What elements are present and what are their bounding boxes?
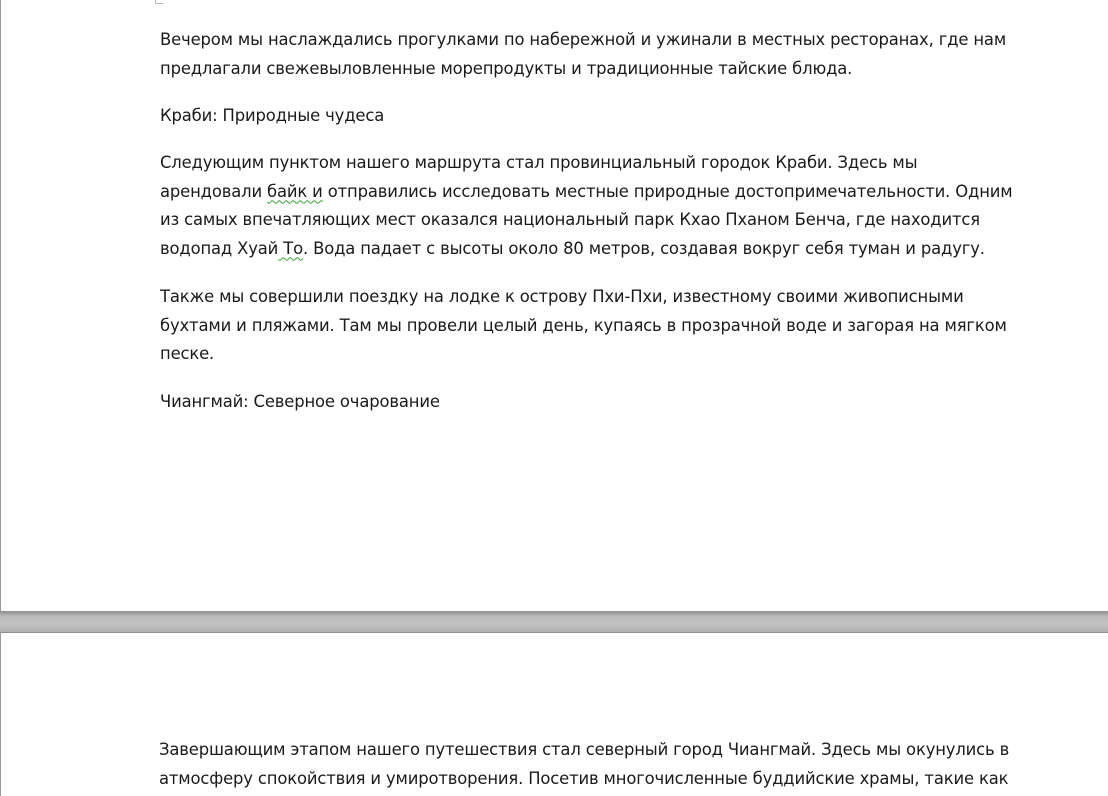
text-line: предлагали свежевыловленные морепродукты и традиционные тайские блюда. (160, 58, 853, 78)
text-run: арендовали (160, 181, 268, 201)
text-run: отправились исследовать местные природные достопримечательности. Одним (322, 181, 1013, 201)
text-line (160, 178, 1040, 207)
page-margin-corner-mark (155, 0, 163, 4)
paragraph-krabi-nature[interactable] (160, 149, 1040, 263)
page-break-gap (0, 611, 1108, 632)
text-line: песке. (160, 344, 215, 363)
text-line: Чиангмай: Северное очарование (160, 392, 440, 411)
text-run: . Вода падает с высоты около 80 метров, создавая вокруг себя туман и радугу. (303, 238, 985, 258)
heading-krabi[interactable] (160, 102, 1040, 131)
text-line: атмосферу спокойствия и умиротворения. Посетив многочисленные буддийские храмы, такие как (159, 768, 1009, 788)
paragraph-evening-walks[interactable] (160, 26, 1040, 83)
text-run: водопад Хуай (160, 238, 279, 258)
paragraph-phi-phi[interactable] (160, 283, 1040, 369)
text-line: Также мы совершили поездку на лодке к острову Пхи-Пхи, известному своими живописными (160, 287, 964, 306)
text-line: Завершающим этапом нашего путешествия стал северный город Чиангмай. Здесь мы окунулись в (159, 740, 1010, 759)
grammar-flagged-text[interactable]: байк и (267, 181, 323, 201)
text-line: Следующим пунктом нашего маршрута стал провинциальный городок Краби. Здесь мы (160, 153, 918, 172)
text-line: Вечером мы наслаждались прогулками по набережной и ужинали в местных ресторанах, где нам (160, 30, 1007, 49)
grammar-flagged-text[interactable]: То (278, 238, 303, 258)
heading-chiang-mai[interactable] (160, 388, 1040, 417)
paragraph-chiang-mai-final[interactable] (159, 736, 1039, 793)
text-line (160, 235, 1040, 264)
text-line: Краби: Природные чудеса (160, 106, 385, 125)
text-line: из самых впечатляющих мест оказался национальный парк Кхао Пханом Бенча, где находится (160, 210, 980, 229)
text-line: бухтами и пляжами. Там мы провели целый день, купаясь в прозрачной воде и загорая на мягком (160, 315, 1007, 335)
